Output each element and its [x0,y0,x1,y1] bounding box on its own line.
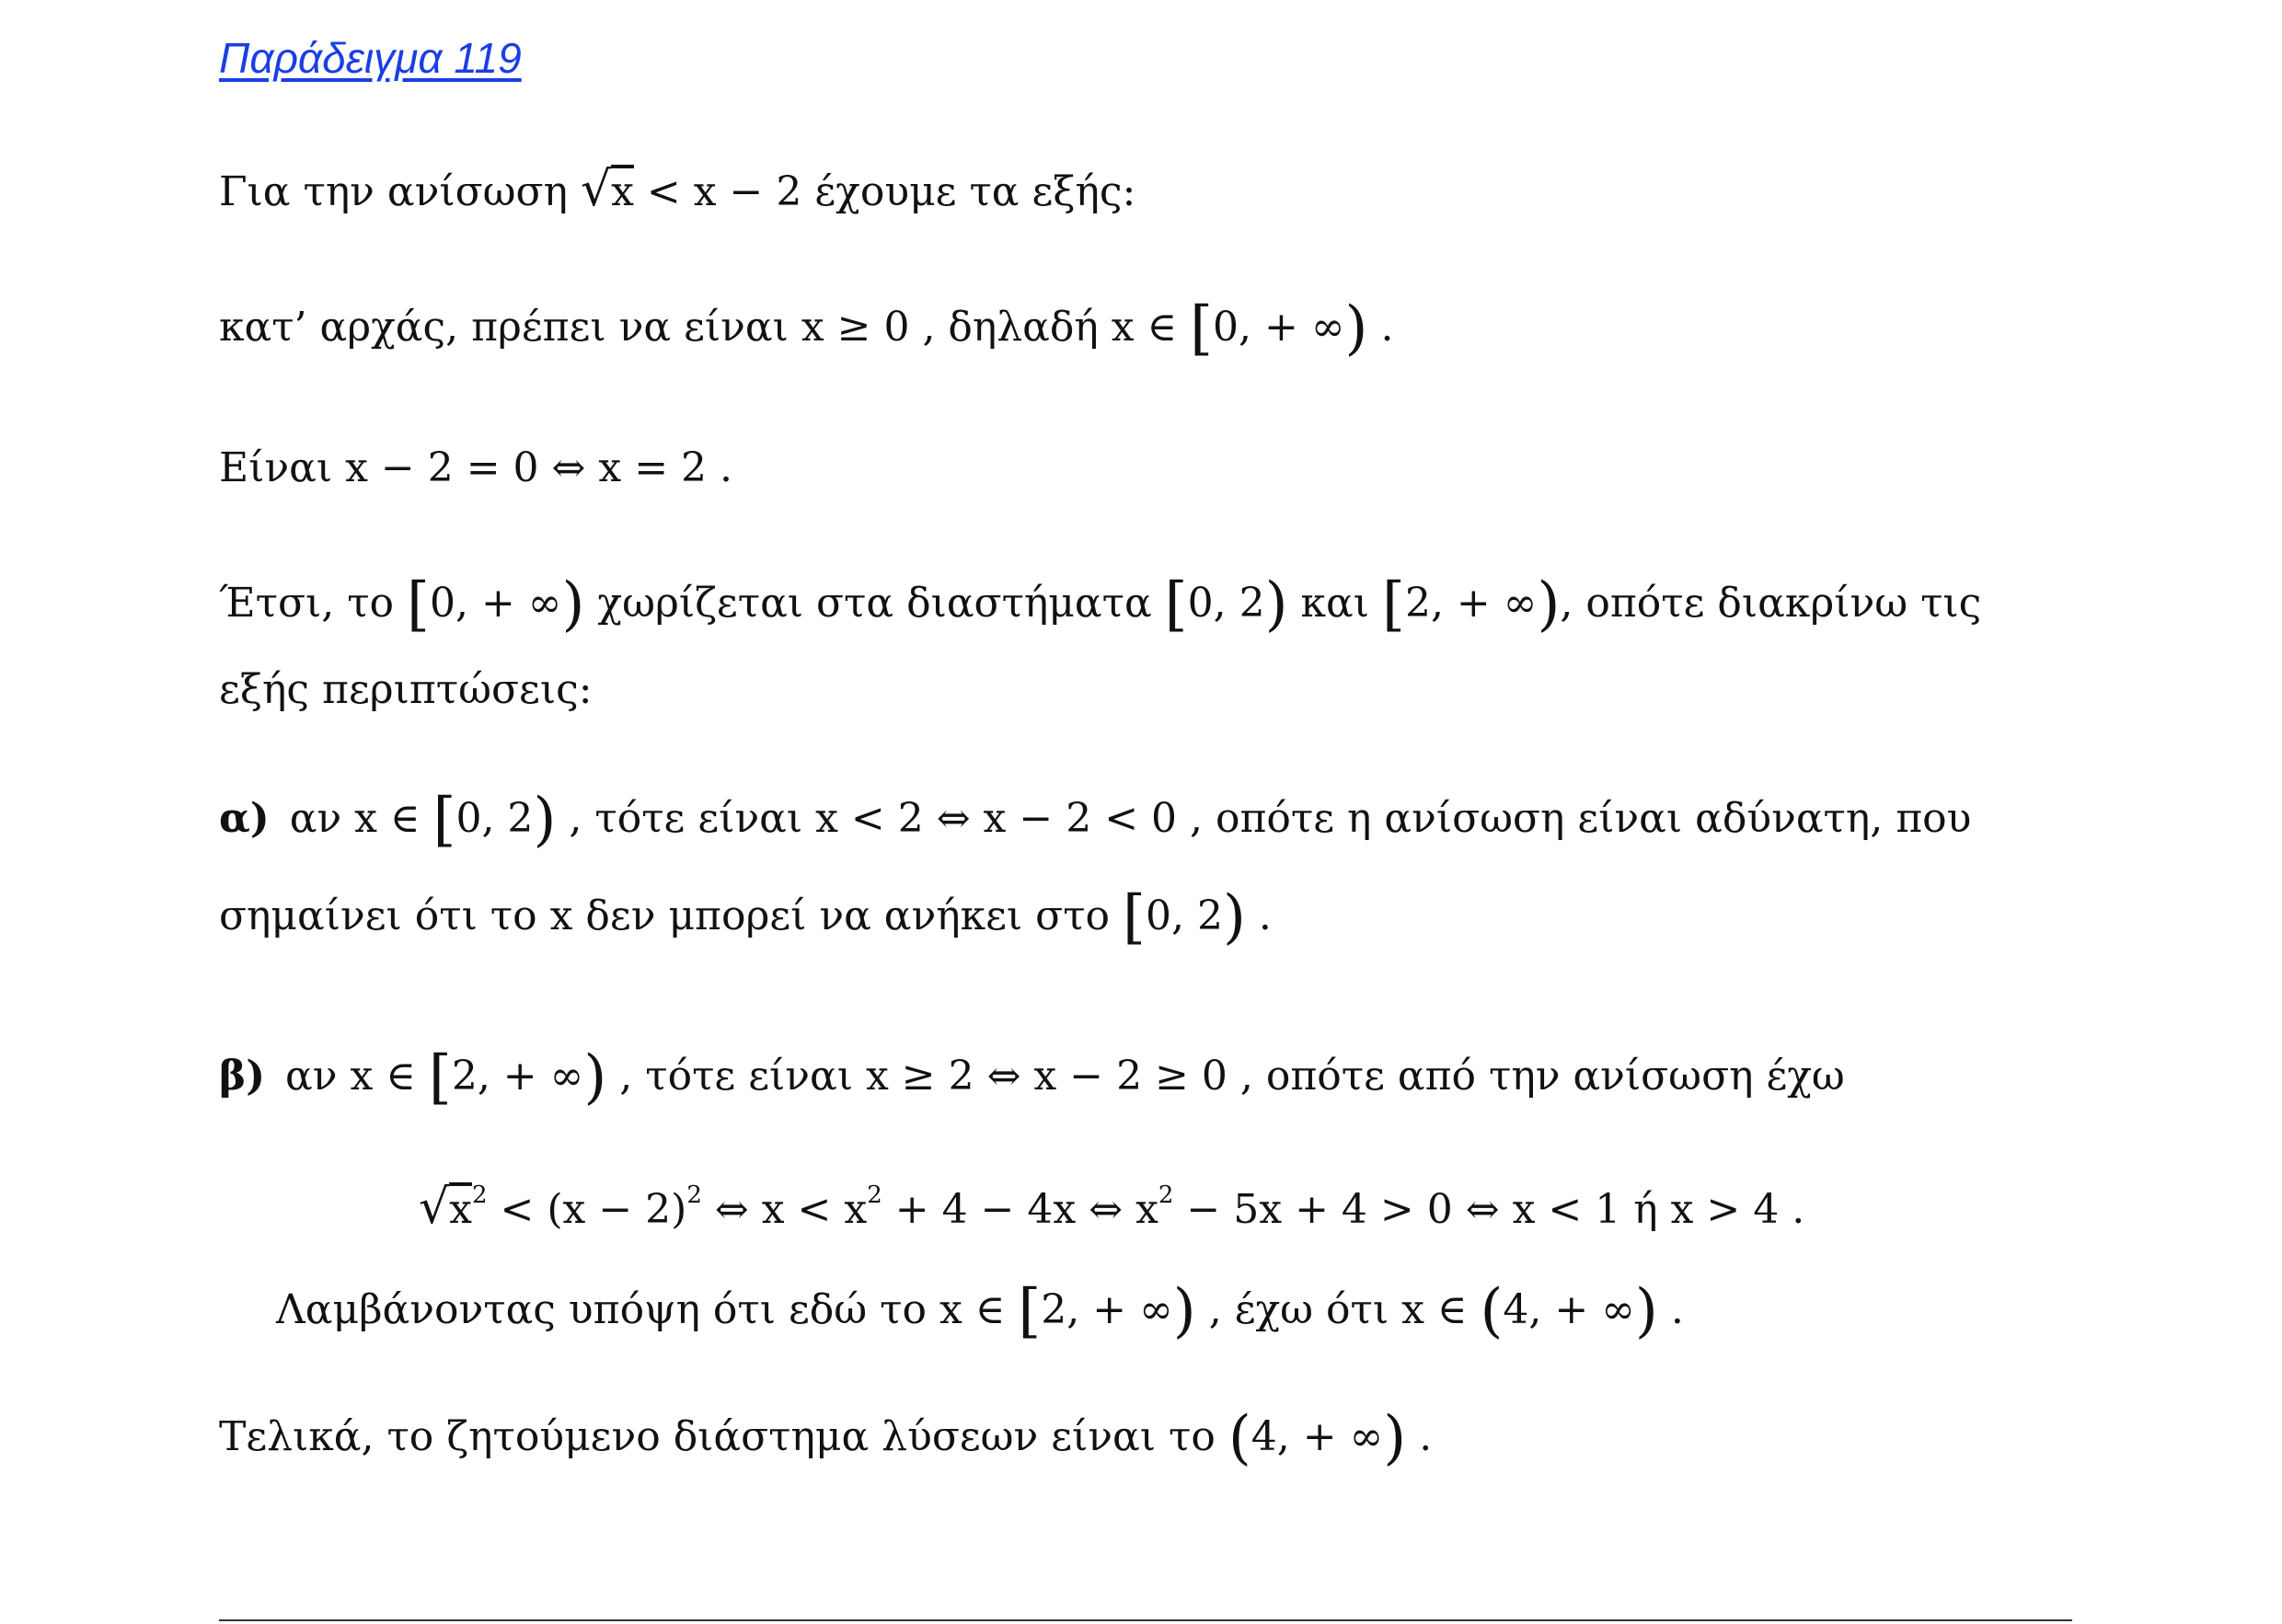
text: και [1287,580,1382,627]
paren-close: ) [561,570,585,639]
text: Τελικά, το ζητούμενο διάστημα λύσεων είναι το [219,1413,1228,1460]
intro-line [219,162,1135,217]
interval: 2, + ∞ [451,1053,584,1100]
interval: 2, + ∞ [1041,1286,1173,1333]
paren-close: ) [583,1043,607,1111]
bracket-open: [ [1018,1277,1042,1345]
interval: 4, + ∞ [1503,1286,1635,1333]
interval: 0, 2 [1187,580,1265,627]
text: . [1245,893,1272,939]
sqrt-symbol: √ [580,162,612,217]
root-line: Είναι x − 2 = 0 ⇔ x = 2 . [219,444,733,491]
text: , τότε είναι x ≥ 2 ⇔ x − 2 ≥ 0 , οπότε από την ανίσωση έχω [606,1053,1845,1100]
case-a-line-2 [219,883,1272,951]
cases-line: εξής περιπτώσεις: [219,666,593,713]
text: Λαμβάνοντας υπόψη ότι εδώ το x ∈ [276,1286,1019,1333]
bracket-open: [ [428,1043,452,1111]
bracket-open: [ [407,570,430,639]
bottom-divider [219,1619,2072,1621]
text: ⇔ x < x [701,1186,868,1233]
interval: 2, + ∞ [1404,580,1538,627]
text: , οπότε διακρίνω τις [1560,580,1982,627]
text: σημαίνει ότι το x δεν μπορεί να ανήκει στο [219,893,1124,939]
text: − 5x + 4 > 0 ⇔ x < 1 ή x > 4 . [1173,1186,1805,1233]
equation-line [419,1180,1804,1235]
radicand: x [449,1186,472,1233]
text: αν x ∈ [285,1053,429,1100]
interval: 0, + ∞ [1213,304,1345,351]
text: κατ’ αρχάς, πρέπει να είναι x ≥ 0 , δηλαδή x ∈ [219,304,1191,351]
text: χωρίζεται στα διαστήματα [584,580,1165,627]
paren-close: ) [1222,883,1246,951]
exponent: 2 [1158,1181,1174,1209]
paren-close: ) [1264,570,1288,639]
bracket-open: [ [1381,570,1405,639]
text: . [1406,1413,1433,1460]
text: , έχω ότι x ∈ [1195,1286,1481,1333]
bracket-open: [ [1123,883,1146,951]
sqrt-symbol: √ [419,1180,450,1235]
paren-close: ) [533,786,557,854]
text: < (x − 2) [487,1186,687,1233]
paren-close: ) [1537,570,1561,639]
radicand: x [611,168,634,215]
text: αν x ∈ [289,795,433,842]
split-line [219,570,1982,639]
text: Έτσι, το [219,580,408,627]
paren-close: ) [1344,294,1368,363]
case-label: β) [219,1053,266,1100]
domain-line [219,294,1394,363]
final-line [219,1404,1433,1472]
text: < x − 2 έχουμε τα εξής: [633,168,1136,215]
paren-close: ) [1172,1277,1196,1345]
bracket-open: [ [432,786,456,854]
text: . [1367,304,1394,351]
bracket-open: [ [1164,570,1188,639]
text: . [1657,1286,1684,1333]
interval: 0, 2 [1145,893,1223,939]
text: Για την ανίσωση [219,168,581,215]
paren-close: ) [1383,1404,1407,1472]
text: , τότε είναι x < 2 ⇔ x − 2 < 0 , οπότε η ανίσωση είναι αδύνατη, που [556,795,1972,842]
paren-close: ) [1634,1277,1658,1345]
paren-open: ( [1480,1277,1504,1345]
interval: 4, + ∞ [1250,1413,1384,1460]
case-label: α) [219,795,270,842]
exponent: 2 [686,1181,702,1209]
text: + 4 − 4x ⇔ x [882,1186,1158,1233]
exponent: 2 [867,1181,882,1209]
exponent: 2 [471,1181,488,1209]
case-b-line [219,1043,1845,1111]
example-title: Παράδειγμα 119 [219,34,522,82]
interval: 0, 2 [455,795,534,842]
bracket-open: [ [1190,294,1214,363]
paren-open: ( [1227,1404,1251,1472]
conclusion-b-line [276,1277,1684,1345]
case-a-line [219,786,1972,854]
interval: 0, + ∞ [429,580,562,627]
